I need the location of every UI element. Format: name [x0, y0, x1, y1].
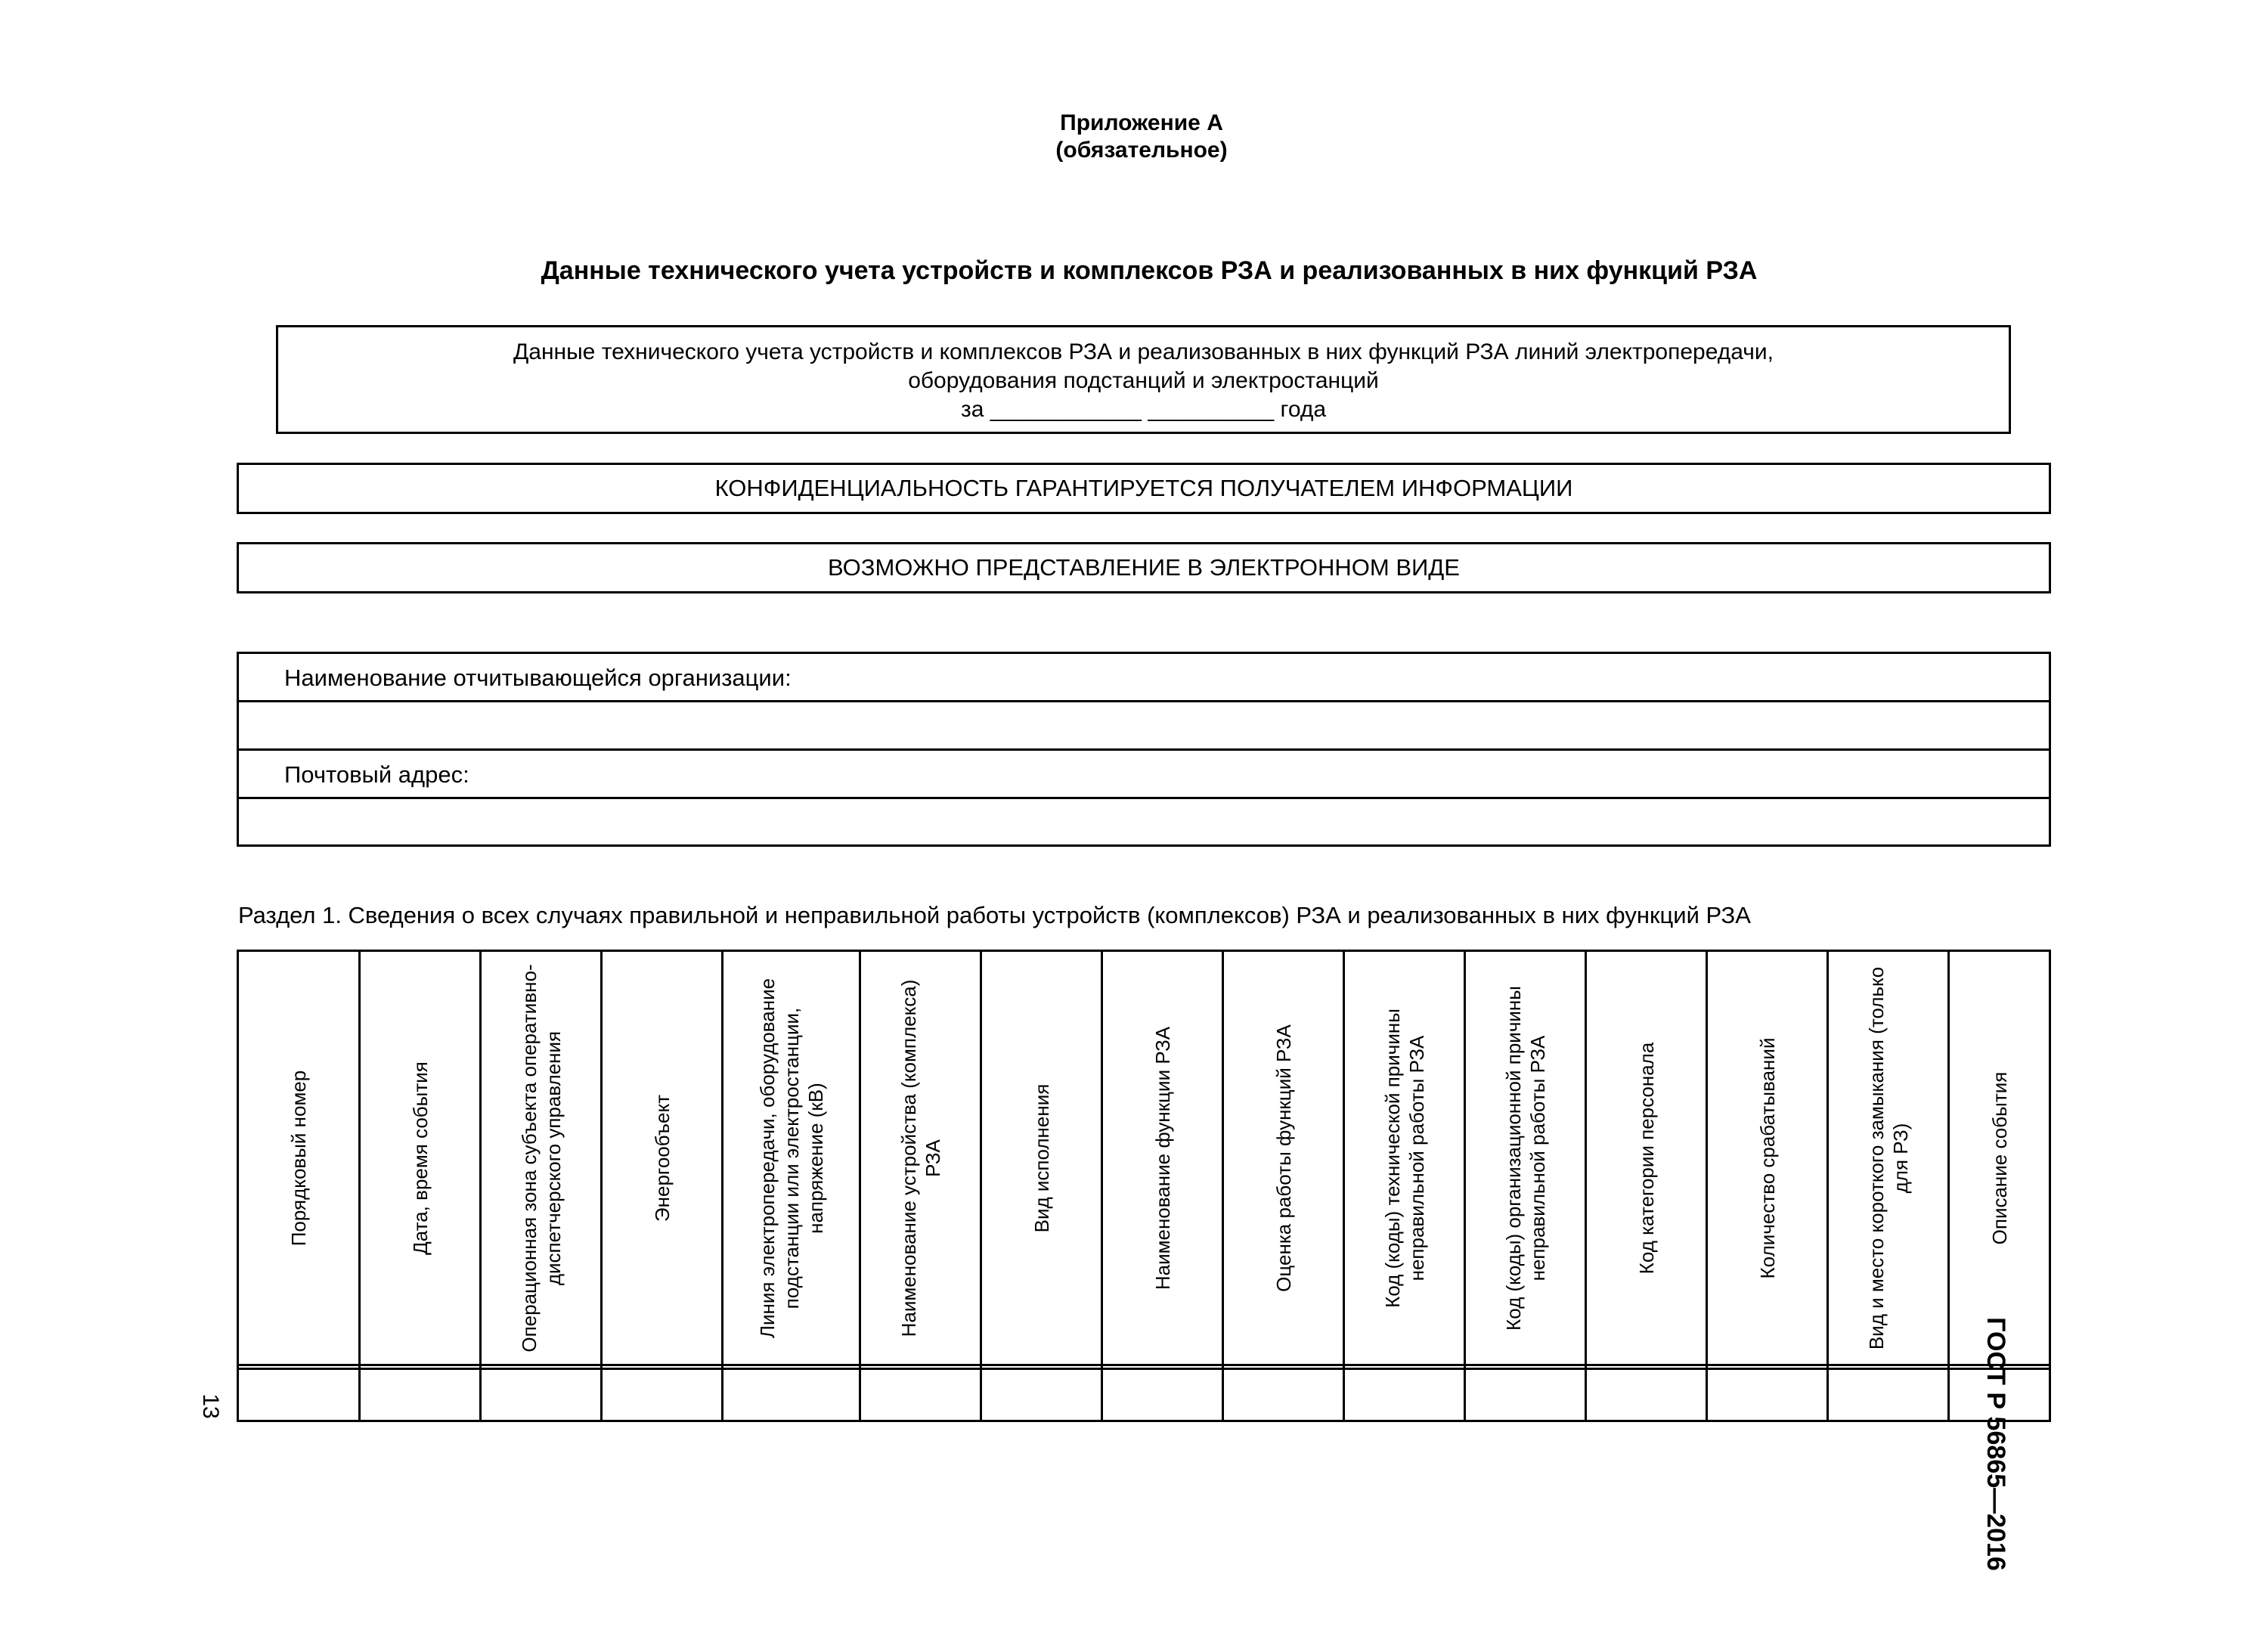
column-header [982, 952, 1101, 1364]
header-separator [603, 1364, 721, 1370]
org-name-label: Наименование отчитывающейся организации: [284, 665, 792, 691]
header-separator [1103, 1364, 1222, 1370]
column-header [361, 952, 479, 1364]
column-header [1708, 952, 1826, 1364]
column-header [723, 952, 859, 1364]
appendix-subtitle: (обязательное) [1055, 138, 1228, 163]
table-column [859, 952, 980, 1420]
column-header [1103, 952, 1222, 1364]
table-cell[interactable] [482, 1370, 600, 1420]
column-header [1224, 952, 1343, 1364]
period-blank-1[interactable]: ____________ [990, 397, 1142, 422]
table-cell[interactable] [1829, 1370, 1947, 1420]
table-column [721, 952, 859, 1420]
report-table [237, 950, 2051, 1422]
period-box [276, 325, 2011, 434]
period-line-2: оборудования подстанций и электростанций [908, 368, 1379, 393]
table-column [1222, 952, 1343, 1420]
table-cell[interactable] [982, 1370, 1101, 1420]
period-line-1: Данные технического учета устройств и комплексов РЗА и реализованных в них функций РЗА линий электропередачи, [513, 339, 1774, 364]
column-header-label: Вид исполнения [1030, 1083, 1053, 1232]
column-header-label: Код (коды) организационной причины неправильной работы РЗА [1501, 985, 1549, 1331]
table-column [1585, 952, 1706, 1420]
column-header-label: Код категории персонала [1634, 1042, 1658, 1274]
standard-label: ГОСТ Р 56865—2016 [1981, 1317, 2010, 1571]
column-header-label: Оценка работы функций РЗА [1272, 1024, 1295, 1292]
column-header-label: Количество срабатываний [1755, 1037, 1779, 1278]
column-header [861, 952, 980, 1364]
column-header-label: Порядковый номер [287, 1070, 310, 1246]
header-separator [861, 1364, 980, 1370]
table-cell[interactable] [1466, 1370, 1585, 1420]
column-header-label: Описание события [1988, 1071, 2011, 1244]
table-cell[interactable] [1224, 1370, 1343, 1420]
appendix-title: Приложение А [1060, 110, 1223, 135]
period-blank-2[interactable]: __________ [1148, 397, 1275, 422]
appendix-header [0, 110, 2268, 164]
confidentiality-banner: КОНФИДЕНЦИАЛЬНОСТЬ ГАРАНТИРУЕТСЯ ПОЛУЧАТЕЛЕМ ИНФОРМАЦИИ [237, 463, 2051, 514]
table-column [1343, 952, 1464, 1420]
column-header [603, 952, 721, 1364]
header-separator [1829, 1364, 1947, 1370]
table-column [1826, 952, 1947, 1420]
column-header-label: Линия электропередачи, оборудование подстанции или электростанции, напряжение (кВ) [755, 978, 827, 1338]
column-header-label: Энергообъект [650, 1094, 674, 1222]
column-header [239, 952, 358, 1364]
table-cell[interactable] [1587, 1370, 1706, 1420]
org-address-field[interactable] [239, 799, 2049, 847]
table-column [1101, 952, 1222, 1420]
table-cell[interactable] [603, 1370, 721, 1420]
org-name-field[interactable] [239, 702, 2049, 751]
table-column [600, 952, 721, 1420]
column-header-label: Вид и место короткого замыкания (только для РЗ) [1864, 966, 1912, 1349]
column-header-label: Наименование устройства (комплекса) РЗА [897, 979, 944, 1337]
period-suffix: года [1280, 397, 1327, 422]
table-column [239, 952, 358, 1420]
table-column [1706, 952, 1826, 1420]
header-separator [1466, 1364, 1585, 1370]
column-header [1345, 952, 1464, 1364]
header-separator [239, 1364, 358, 1370]
column-header [482, 952, 600, 1364]
header-separator [1345, 1364, 1464, 1370]
table-cell[interactable] [723, 1370, 859, 1420]
header-separator [1587, 1364, 1706, 1370]
table-cell[interactable] [1708, 1370, 1826, 1420]
column-header-label: Операционная зона субъекта оперативно-диспетчерского управления [517, 963, 565, 1353]
period-prefix: за [960, 397, 984, 422]
table-column [479, 952, 600, 1420]
column-header [1466, 952, 1585, 1364]
header-separator [482, 1364, 600, 1370]
table-column [980, 952, 1101, 1420]
header-separator [723, 1364, 859, 1370]
column-header-label: Наименование функции РЗА [1151, 1026, 1174, 1290]
table-cell[interactable] [361, 1370, 479, 1420]
column-header-label: Дата, время события [408, 1061, 432, 1255]
header-separator [982, 1364, 1101, 1370]
page-number: 13 [198, 1393, 223, 1419]
column-header [1829, 952, 1947, 1364]
main-title: Данные технического учета устройств и комплексов РЗА и реализованных в них функций РЗА [541, 256, 1758, 285]
header-separator [1224, 1364, 1343, 1370]
table-cell[interactable] [239, 1370, 358, 1420]
header-separator [361, 1364, 479, 1370]
table-column [358, 952, 479, 1420]
column-header-label: Код (коды) технической причины неправильной работы РЗА [1380, 1008, 1428, 1308]
period-line-3 [278, 395, 2009, 424]
table-column [1464, 952, 1585, 1420]
org-address-label: Почтовый адрес: [284, 761, 469, 788]
table-cell[interactable] [1345, 1370, 1464, 1420]
column-header [1587, 952, 1706, 1364]
organization-table [237, 652, 2051, 847]
section-caption: Раздел 1. Сведения о всех случаях правильной и неправильной работы устройств (комплексов) РЗА и реализованных в них функций РЗА [238, 902, 1751, 928]
table-cell[interactable] [1103, 1370, 1222, 1420]
header-separator [1708, 1364, 1826, 1370]
electronic-form-banner: ВОЗМОЖНО ПРЕДСТАВЛЕНИЕ В ЭЛЕКТРОННОМ ВИДЕ [237, 542, 2051, 593]
table-cell[interactable] [861, 1370, 980, 1420]
